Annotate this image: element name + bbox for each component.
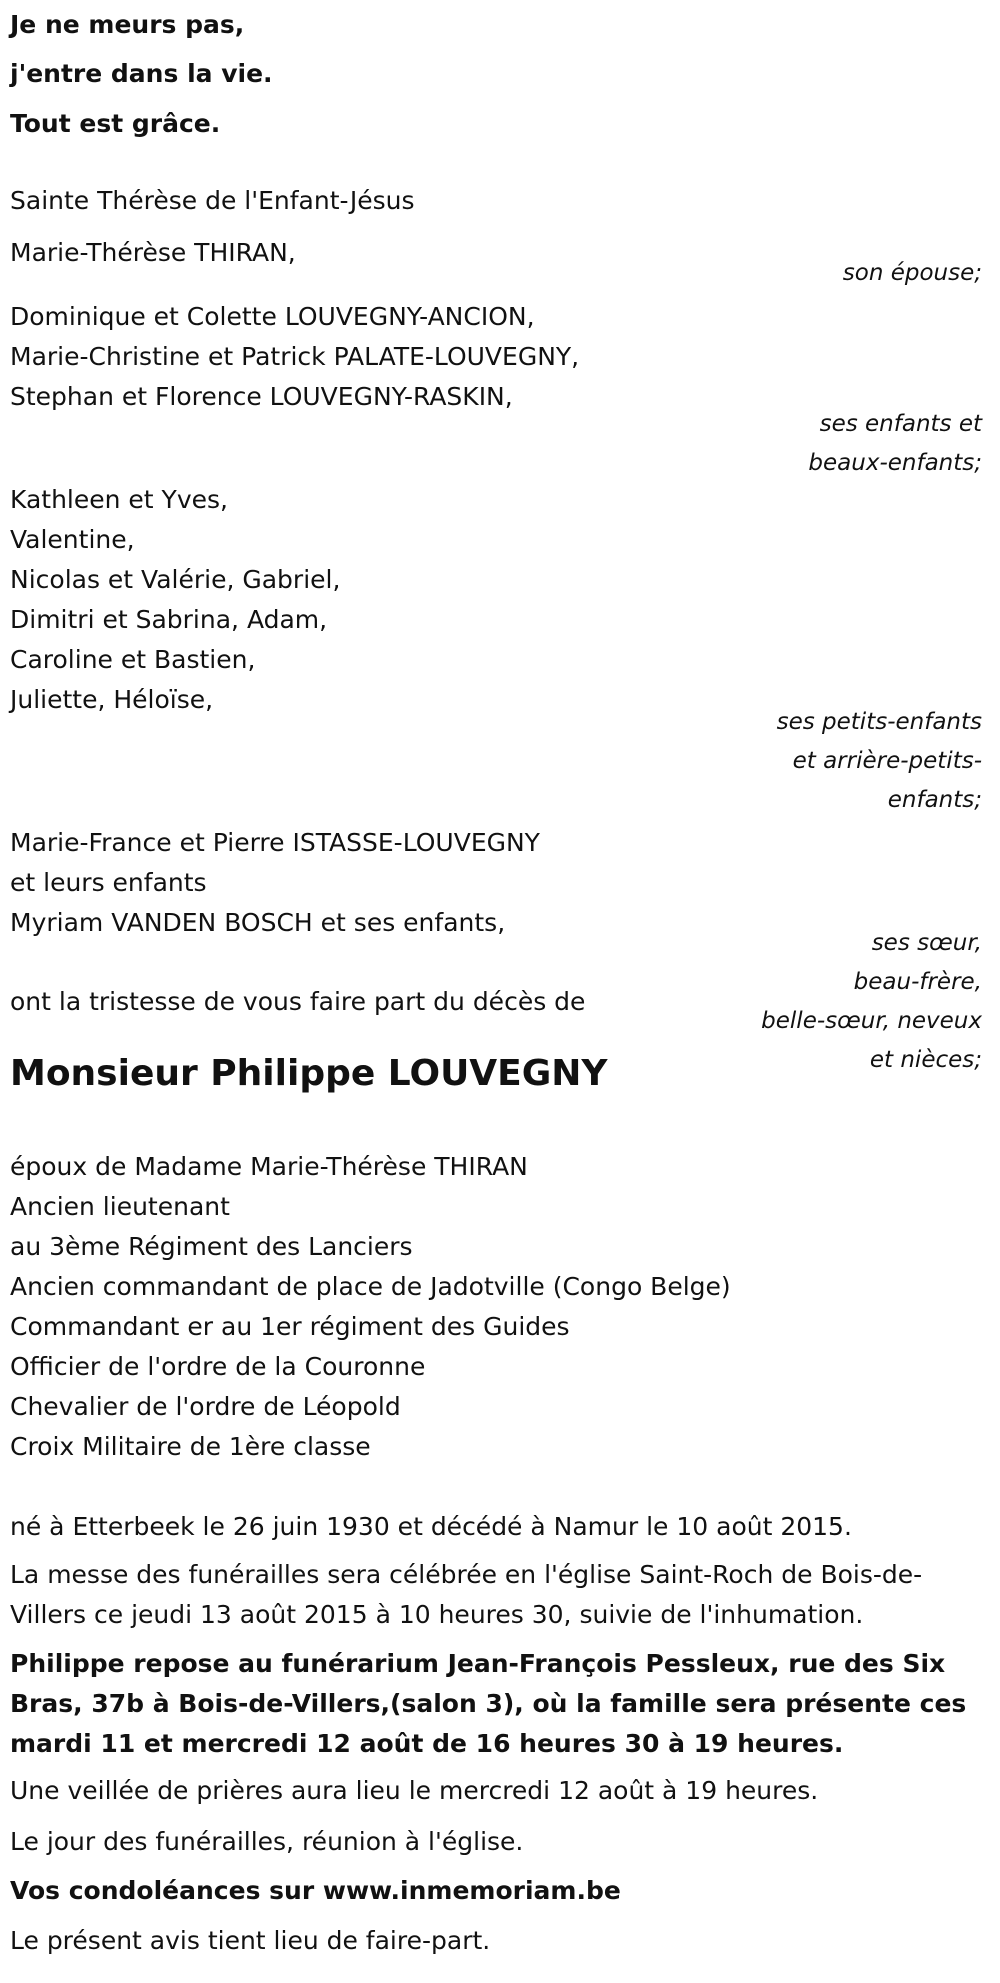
children-name-2: Marie-Christine et Patrick PALATE-LOUVEGNY, <box>10 342 580 371</box>
spouse-name: Marie-Thérèse THIRAN, <box>10 238 296 267</box>
siblings-role-line-2: beau-frère, <box>853 969 982 995</box>
funeral-home-text: Philippe repose au funérarium Jean-François Pessleux, rue des Six Bras, 37b à Bois-de-Villers,(salon 3), où la famille sera présente ces mardi 11 et mercredi 12 août de 16 heures 30 à 19 heures. <box>10 1649 967 1758</box>
church-meeting-text: Le jour des funérailles, réunion à l'église. <box>10 1827 524 1856</box>
grandchildren-name-6: Juliette, Héloïse, <box>10 685 214 714</box>
quote-line-2: j'entre dans la vie. <box>10 59 273 88</box>
deceased-name: Monsieur Philippe LOUVEGNY <box>10 1053 608 1094</box>
condolences-text: Vos condoléances sur www.inmemoriam.be <box>10 1876 621 1905</box>
title-line-8: Croix Militaire de 1ère classe <box>10 1432 371 1461</box>
children-name-1: Dominique et Colette LOUVEGNY-ANCION, <box>10 302 535 331</box>
grandchildren-name-3: Nicolas et Valérie, Gabriel, <box>10 565 341 594</box>
birth-death-text: né à Etterbeek le 26 juin 1930 et décédé à Namur le 10 août 2015. <box>10 1512 852 1541</box>
announcement-text: ont la tristesse de vous faire part du décès de <box>10 987 586 1016</box>
quote-line-3: Tout est grâce. <box>10 109 221 138</box>
quote-author: Sainte Thérèse de l'Enfant-Jésus <box>10 186 415 215</box>
quote-line-1: Je ne meurs pas, <box>10 10 245 39</box>
grandchildren-role-line-2: et arrière-petits- <box>792 748 982 774</box>
title-line-7: Chevalier de l'ordre de Léopold <box>10 1392 401 1421</box>
siblings-role-line-4: et nièces; <box>869 1047 982 1073</box>
title-line-4: Ancien commandant de place de Jadotville (Congo Belge) <box>10 1272 731 1301</box>
title-line-3: au 3ème Régiment des Lanciers <box>10 1232 413 1261</box>
grandchildren-role-line-3: enfants; <box>887 787 982 813</box>
title-line-5: Commandant er au 1er régiment des Guides <box>10 1312 570 1341</box>
siblings-role-line-3: belle-sœur, neveux <box>761 1008 982 1034</box>
children-role-line-2: beaux-enfants; <box>808 450 982 476</box>
grandchildren-name-5: Caroline et Bastien, <box>10 645 256 674</box>
siblings-role-line-1: ses sœur, <box>871 930 982 956</box>
grandchildren-name-2: Valentine, <box>10 525 135 554</box>
siblings-name-3: Myriam VANDEN BOSCH et ses enfants, <box>10 908 506 937</box>
siblings-name-2: et leurs enfants <box>10 868 207 897</box>
children-name-3: Stephan et Florence LOUVEGNY-RASKIN, <box>10 382 513 411</box>
children-role-line-1: ses enfants et <box>819 411 982 437</box>
title-line-2: Ancien lieutenant <box>10 1192 230 1221</box>
siblings-name-1: Marie-France et Pierre ISTASSE-LOUVEGNY <box>10 828 540 857</box>
vigil-text: Une veillée de prières aura lieu le mercredi 12 août à 19 heures. <box>10 1776 819 1805</box>
title-line-1: époux de Madame Marie-Thérèse THIRAN <box>10 1152 528 1181</box>
grandchildren-name-4: Dimitri et Sabrina, Adam, <box>10 605 328 634</box>
grandchildren-role-line-1: ses petits-enfants <box>776 709 982 735</box>
title-line-6: Officier de l'ordre de la Couronne <box>10 1352 426 1381</box>
mass-text: La messe des funérailles sera célébrée en l'église Saint-Roch de Bois-de-Villers ce jeudi 13 août 2015 à 10 heures 30, suivie de l'inhumation. <box>10 1560 923 1629</box>
spouse-role: son épouse; <box>842 260 982 286</box>
notice-text: Le présent avis tient lieu de faire-part. <box>10 1926 491 1955</box>
grandchildren-name-1: Kathleen et Yves, <box>10 485 228 514</box>
